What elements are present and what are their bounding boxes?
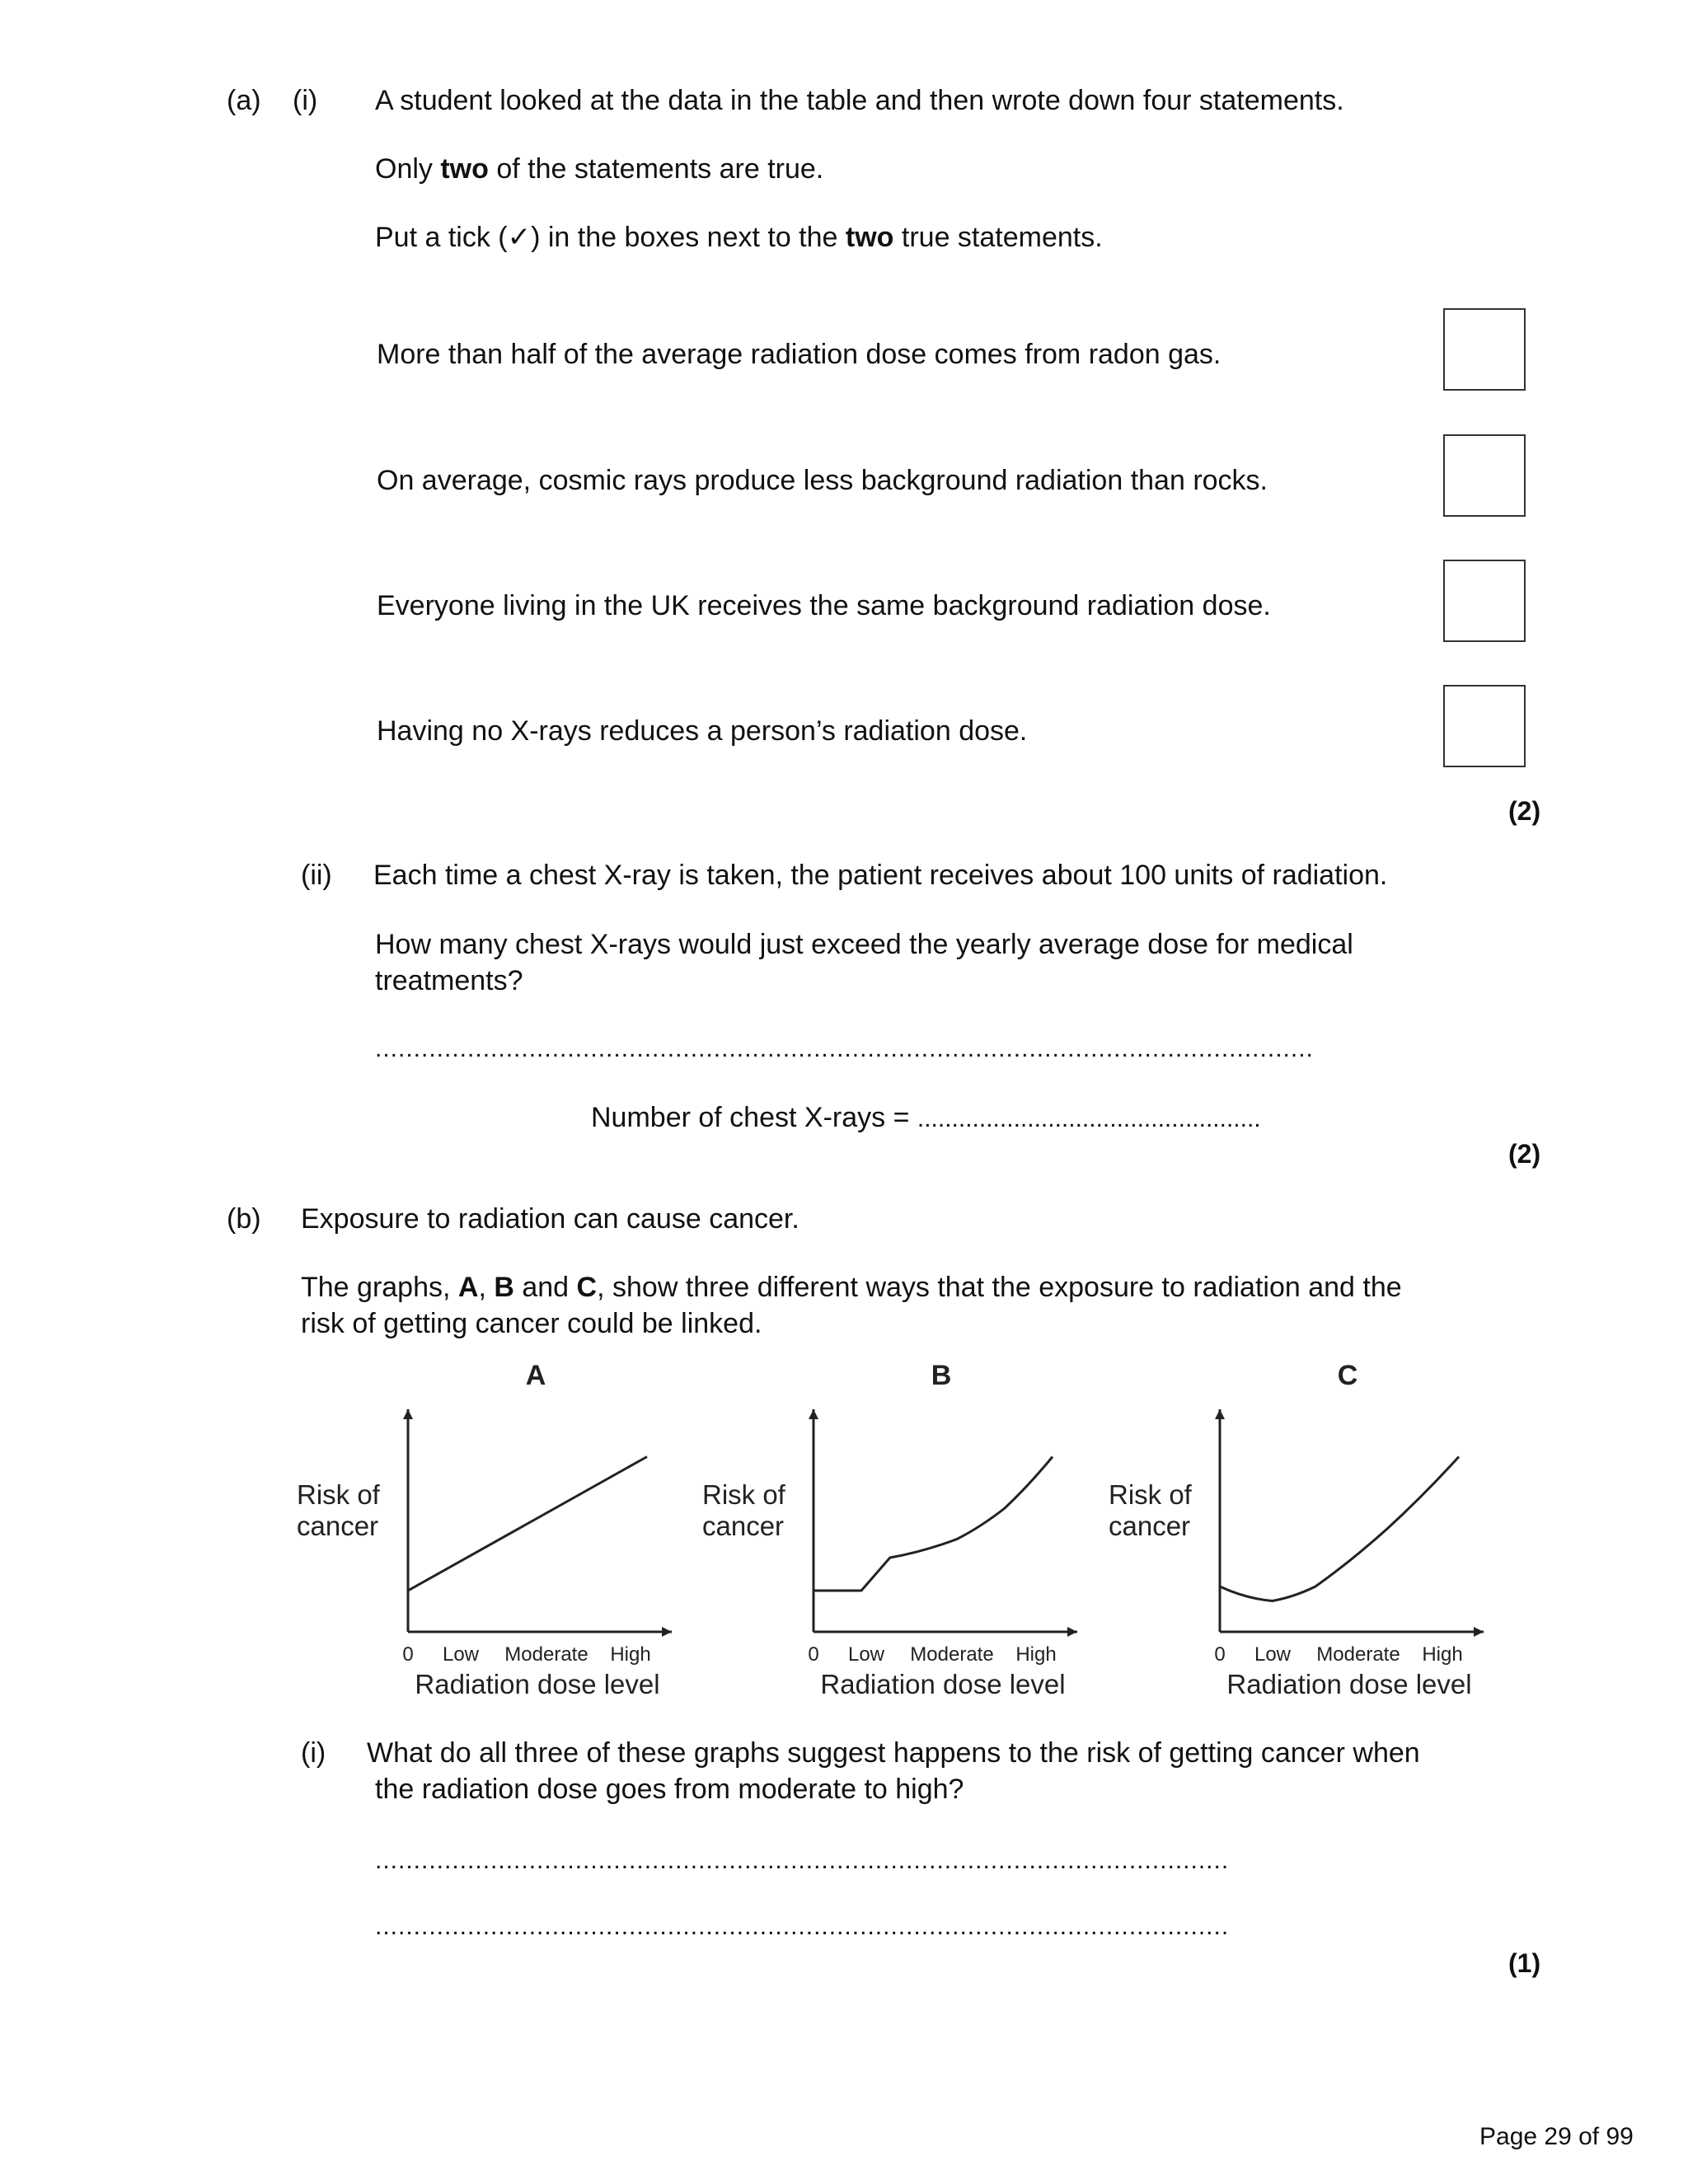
- part-b-intro: Exposure to radiation can cause cancer.: [301, 1203, 799, 1235]
- graphs-comma: ,: [478, 1272, 495, 1303]
- x-tick-label: Moderate: [910, 1643, 994, 1666]
- part-a-ii-question-2: treatments?: [375, 965, 523, 996]
- statement-4: Having no X-rays reduces a person’s radiation dose.: [377, 715, 1028, 747]
- x-tick-label: Moderate: [1316, 1643, 1400, 1666]
- x-tick-label: High: [1015, 1643, 1057, 1666]
- graph-title: B: [931, 1360, 952, 1391]
- x-axis-arrow-icon: [662, 1627, 672, 1637]
- x-tick-label: 0: [402, 1643, 414, 1666]
- x-tick-label: Moderate: [504, 1643, 588, 1666]
- series-line: [1220, 1457, 1459, 1601]
- part-b-i-question-1: What do all three of these graphs suggest happens to the risk of getting cancer when: [367, 1737, 1420, 1769]
- part-a-ii-text: Each time a chest X-ray is taken, the patient receives about 100 units of radiation.: [373, 860, 1388, 891]
- y-axis-label-line-2: cancer: [297, 1511, 379, 1541]
- tick-icon: ✓: [507, 221, 532, 254]
- x-axis-arrow-icon: [1067, 1627, 1077, 1637]
- tick-bold: two: [845, 222, 894, 253]
- x-axis-label: Radiation dose level: [820, 1669, 1066, 1699]
- part-a-ii-label: (ii): [301, 860, 332, 891]
- series-line: [408, 1457, 647, 1591]
- page-number: Page 29 of 99: [1479, 2123, 1634, 2150]
- y-axis-label-line-2: cancer: [1109, 1511, 1191, 1541]
- graph-title: C: [1337, 1360, 1358, 1391]
- x-tick-label: Low: [1254, 1643, 1292, 1666]
- part-b-label: (b): [227, 1203, 261, 1235]
- tick-instruction: [375, 219, 1103, 255]
- x-tick-label: High: [1422, 1643, 1463, 1666]
- graph-b: [702, 1360, 1098, 1706]
- only-prefix: Only: [375, 153, 441, 185]
- statement-2: On average, cosmic rays produce less background radiation than rocks.: [377, 465, 1268, 496]
- x-axis-label: Radiation dose level: [1226, 1669, 1472, 1699]
- marks-b-i: (1): [1508, 1948, 1541, 1978]
- x-tick-label: 0: [1214, 1643, 1226, 1666]
- answer-label-text: Number of chest X-rays =: [591, 1102, 917, 1133]
- x-tick-label: Low: [847, 1643, 885, 1666]
- only-bold: two: [440, 153, 489, 185]
- x-tick-label: Low: [442, 1643, 480, 1666]
- marks-a-ii: (2): [1508, 1139, 1541, 1169]
- y-axis-arrow-icon: [403, 1409, 413, 1419]
- statement-3: Everyone living in the UK receives the same background radiation dose.: [377, 590, 1271, 621]
- part-b-i-question-2: the radiation dose goes from moderate to high?: [375, 1774, 964, 1805]
- graph-c: [1109, 1360, 1504, 1706]
- tick-box-3[interactable]: [1443, 560, 1526, 642]
- answer-line-a-ii[interactable]: ..........................................................................................................................: [375, 1037, 1314, 1062]
- y-axis-label-line-1: Risk of: [1109, 1479, 1192, 1510]
- tick-middle: ) in the boxes next to the: [531, 222, 846, 253]
- graph-a: [297, 1360, 692, 1706]
- tick-box-4[interactable]: [1443, 685, 1526, 767]
- graphs-b: B: [494, 1272, 514, 1303]
- tick-box-2[interactable]: [1443, 434, 1526, 517]
- tick-box-1[interactable]: [1443, 308, 1526, 391]
- part-a-label: (a): [227, 85, 261, 116]
- x-tick-label: 0: [808, 1643, 819, 1666]
- y-axis-arrow-icon: [809, 1409, 818, 1419]
- statement-1: More than half of the average radiation dose comes from radon gas.: [377, 339, 1221, 370]
- part-a-intro: A student looked at the data in the table and then wrote down four statements.: [375, 85, 1344, 116]
- answer-label-dots[interactable]: ..................................................: [917, 1105, 1261, 1132]
- only-suffix: of the statements are true.: [488, 153, 824, 185]
- answer-label-a-ii: [591, 1099, 1261, 1137]
- x-axis-label: Radiation dose level: [415, 1669, 660, 1699]
- part-a-ii-question-1: How many chest X-rays would just exceed the yearly average dose for medical: [375, 929, 1353, 960]
- x-axis-arrow-icon: [1474, 1627, 1484, 1637]
- only-two-instruction: [375, 151, 823, 187]
- graphs-prefix: The graphs,: [301, 1272, 458, 1303]
- y-axis-arrow-icon: [1215, 1409, 1225, 1419]
- y-axis-label-line-2: cancer: [702, 1511, 785, 1541]
- graphs-c: C: [576, 1272, 598, 1303]
- part-a-i-label: (i): [293, 85, 318, 116]
- part-b-i-label: (i): [301, 1737, 326, 1769]
- x-tick-label: High: [610, 1643, 651, 1666]
- graphs-a: A: [457, 1272, 479, 1303]
- y-axis-label-line-1: Risk of: [297, 1479, 380, 1510]
- part-b-graphs-line-2: risk of getting cancer could be linked.: [301, 1308, 762, 1339]
- graphs-and: and: [513, 1272, 577, 1303]
- part-b-graphs-line-1: [301, 1269, 1402, 1305]
- graphs-suffix: , show three different ways that the exposure to radiation and the: [597, 1272, 1402, 1303]
- tick-suffix: true statements.: [893, 222, 1103, 253]
- graph-title: A: [525, 1360, 546, 1391]
- tick-prefix: Put a tick (: [375, 222, 508, 253]
- marks-a-i: (2): [1508, 796, 1541, 826]
- answer-line-b-i-2[interactable]: ...............................................................................................................: [375, 1915, 1230, 1939]
- answer-line-b-i-1[interactable]: ...............................................................................................................: [375, 1849, 1230, 1873]
- y-axis-label-line-1: Risk of: [702, 1479, 785, 1510]
- series-line: [814, 1457, 1053, 1591]
